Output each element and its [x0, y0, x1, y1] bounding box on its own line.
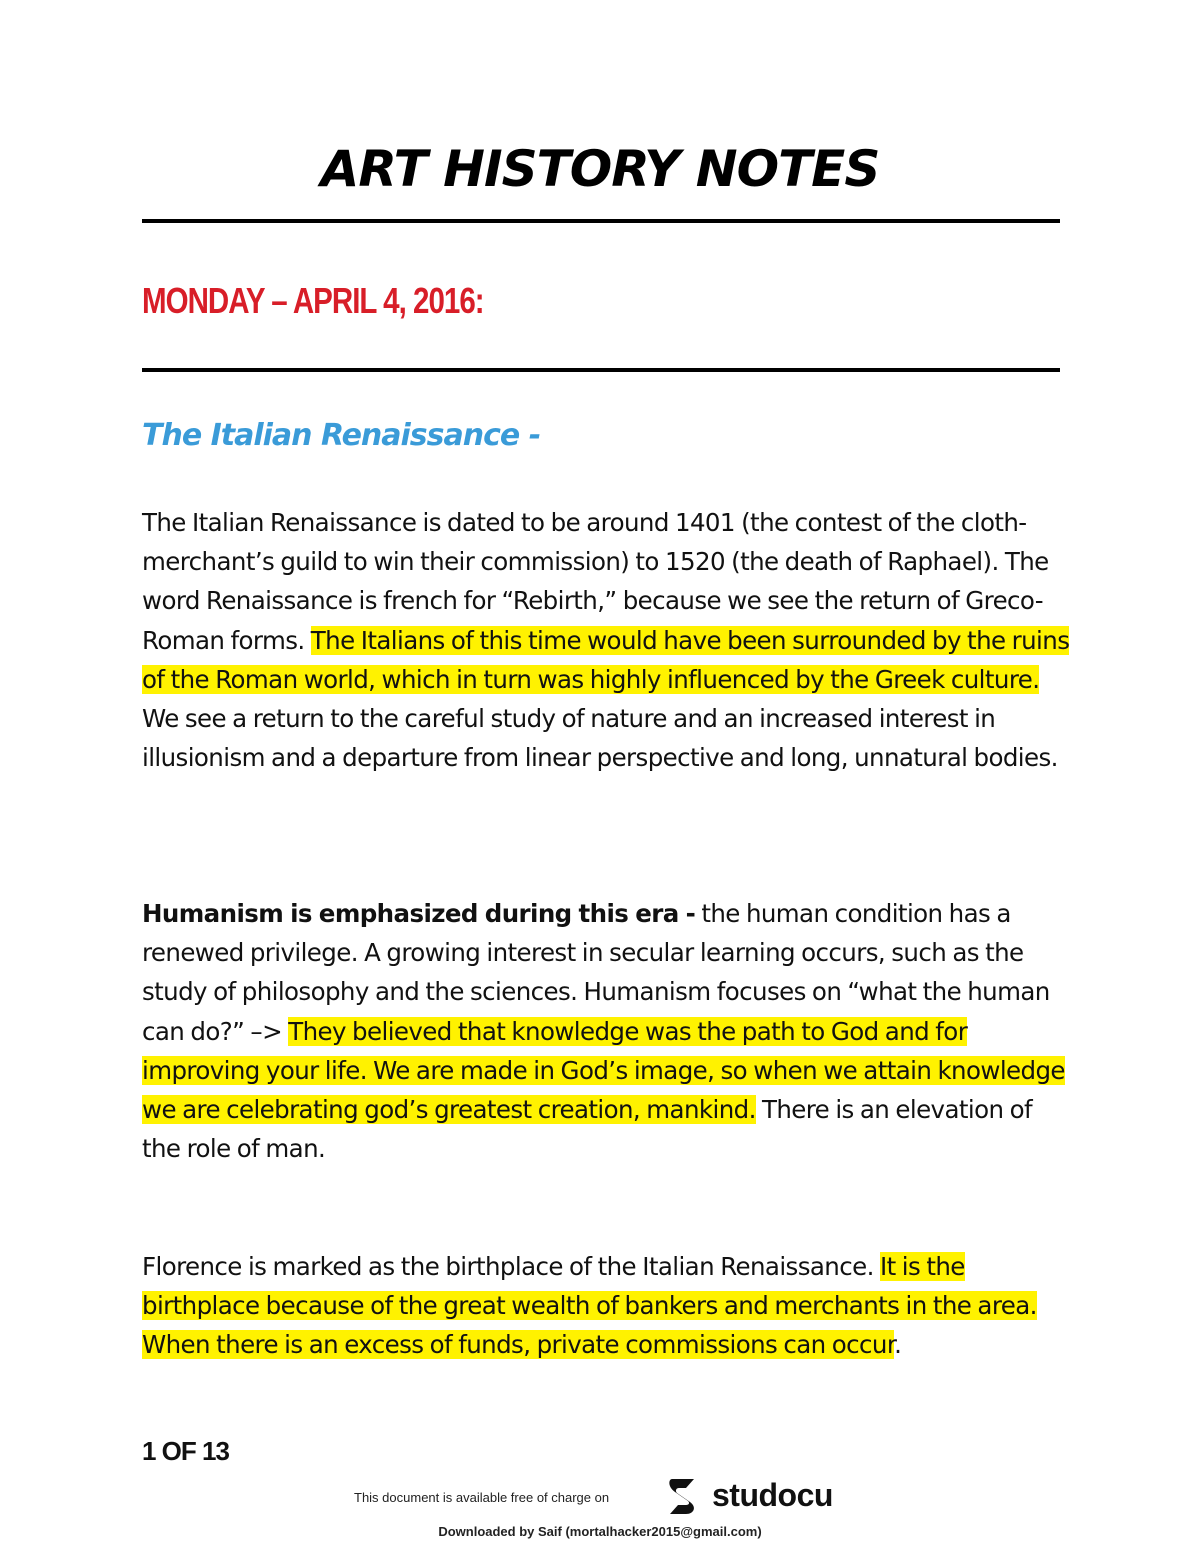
title-divider [142, 219, 1060, 223]
date-divider [142, 368, 1060, 372]
studocu-brand[interactable] [664, 1473, 833, 1517]
paragraph-text: The Italian Renaissance is dated to be around 1401 (the contest of the cloth-merchant’s guild to win their commission) to 1520 (the death of Raphael). The word Renaissance is french for “Rebirth,” because we see the return of Greco-Roman forms. [142, 508, 1049, 655]
highlighted-text: They believed that knowledge was the path to God and for improving your life. We are made in God’s image, so when we attain knowledge we are celebrating god’s greatest creation, mankind. [142, 1016, 1065, 1125]
section-heading: The Italian Renaissance - [142, 418, 541, 453]
highlighted-text: The Italians of this time would have been surrounded by the ruins of the Roman world, which in turn was highly influenced by the Greek culture. [142, 625, 1070, 694]
document-title: ART HISTORY NOTES [320, 140, 880, 198]
studocu-logo-icon [664, 1475, 704, 1515]
highlighted-text: It is the birthplace because of the great wealth of bankers and merchants in the area. When there is an excess of funds, private commissions can occur [142, 1252, 1037, 1360]
bold-lead-text: Humanism is emphasized during this era - [142, 899, 696, 928]
paragraph-text: There is an elevation of the role of man. [142, 1095, 1033, 1164]
paragraph-text: the human condition has a renewed privilege. A growing interest in secular learning occurs, such as the study of philosophy and the sciences. Humanism focuses on “what the human can do?” –> [142, 899, 1050, 1046]
page-number: 1 OF 13 [142, 1436, 229, 1466]
paragraph-text: . [894, 1330, 902, 1360]
availability-notice: This document is available free of charge on [354, 1490, 610, 1505]
paragraph-3 [142, 1247, 1072, 1365]
brand-name: studocu [712, 1476, 833, 1513]
download-attribution: Downloaded by Saif (mortalhacker2015@gmail.com) [438, 1524, 762, 1539]
paragraph-2 [142, 894, 1072, 1168]
paragraph-text: Florence is marked as the birthplace of the Italian Renaissance. [142, 1252, 880, 1281]
paragraph-text: We see a return to the careful study of nature and an increased interest in illusionism and a departure from linear perspective and long, unnatural bodies. [142, 704, 1058, 773]
paragraph-1 [142, 503, 1072, 777]
date-heading: MONDAY – APRIL 4, 2016: [142, 280, 484, 321]
